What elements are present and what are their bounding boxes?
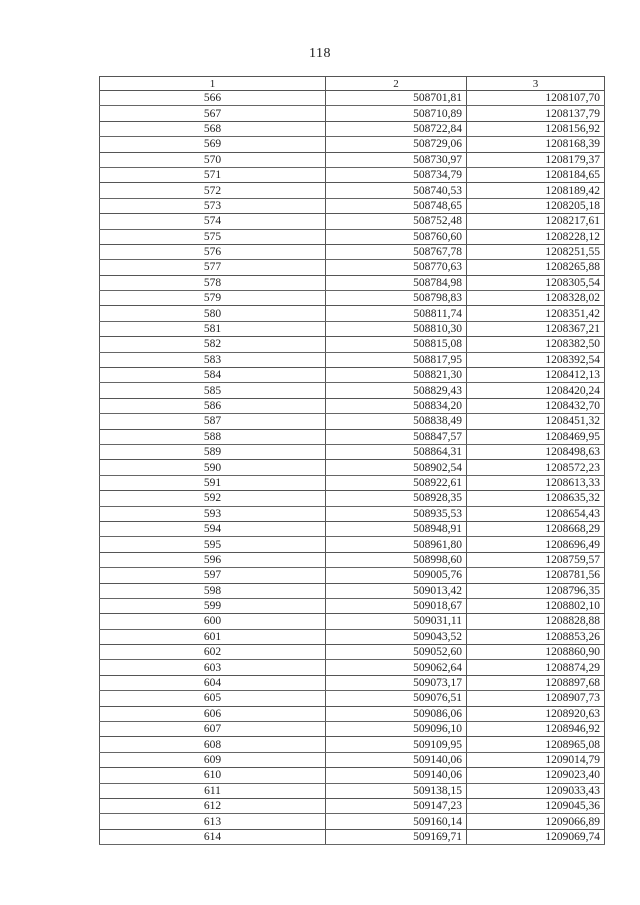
- y-coordinate-cell: 1208654,43: [467, 506, 605, 521]
- point-number-cell: 609: [100, 752, 326, 767]
- point-number-cell: 579: [100, 291, 326, 306]
- table-row: [100, 521, 605, 536]
- column-header-2: 2: [326, 77, 467, 91]
- x-coordinate-cell: 508811,74: [326, 306, 467, 321]
- point-number-cell: 585: [100, 383, 326, 398]
- table-row: [100, 675, 605, 690]
- x-coordinate-cell: 509043,52: [326, 629, 467, 644]
- point-number-cell: 606: [100, 706, 326, 721]
- x-coordinate-cell: 509169,71: [326, 829, 467, 844]
- y-coordinate-cell: 1209069,74: [467, 829, 605, 844]
- x-coordinate-cell: 508922,61: [326, 475, 467, 490]
- y-coordinate-cell: 1208228,12: [467, 229, 605, 244]
- y-coordinate-cell: 1208635,32: [467, 491, 605, 506]
- y-coordinate-cell: 1208759,57: [467, 552, 605, 567]
- point-number-cell: 587: [100, 414, 326, 429]
- x-coordinate-cell: 509086,06: [326, 706, 467, 721]
- x-coordinate-cell: 509062,64: [326, 660, 467, 675]
- y-coordinate-cell: 1208251,55: [467, 244, 605, 259]
- x-coordinate-cell: 508948,91: [326, 521, 467, 536]
- point-number-cell: 597: [100, 568, 326, 583]
- point-number-cell: 576: [100, 244, 326, 259]
- table-row: [100, 244, 605, 259]
- y-coordinate-cell: 1208853,26: [467, 629, 605, 644]
- point-number-cell: 568: [100, 121, 326, 136]
- x-coordinate-cell: 509138,15: [326, 783, 467, 798]
- y-coordinate-cell: 1208168,39: [467, 137, 605, 152]
- table-row: [100, 321, 605, 336]
- table-row: [100, 291, 605, 306]
- x-coordinate-cell: 508784,98: [326, 275, 467, 290]
- table-row: [100, 475, 605, 490]
- table-row: [100, 398, 605, 413]
- x-coordinate-cell: 508748,65: [326, 198, 467, 213]
- x-coordinate-cell: 508701,81: [326, 91, 467, 106]
- table-row: [100, 260, 605, 275]
- coordinates-table: [99, 76, 605, 845]
- x-coordinate-cell: 508770,63: [326, 260, 467, 275]
- y-coordinate-cell: 1208205,18: [467, 198, 605, 213]
- point-number-cell: 583: [100, 352, 326, 367]
- table-row: [100, 583, 605, 598]
- point-number-cell: 614: [100, 829, 326, 844]
- point-number-cell: 572: [100, 183, 326, 198]
- table-row: [100, 506, 605, 521]
- y-coordinate-cell: 1208179,37: [467, 152, 605, 167]
- table-row: [100, 352, 605, 367]
- table-row: [100, 167, 605, 182]
- table-row: [100, 368, 605, 383]
- x-coordinate-cell: 509013,42: [326, 583, 467, 598]
- table-row: [100, 722, 605, 737]
- table-row: [100, 106, 605, 121]
- point-number-cell: 586: [100, 398, 326, 413]
- table-row: [100, 814, 605, 829]
- y-coordinate-cell: 1208184,65: [467, 167, 605, 182]
- table-row: [100, 460, 605, 475]
- table-row: [100, 429, 605, 444]
- point-number-cell: 605: [100, 691, 326, 706]
- y-coordinate-cell: 1209014,79: [467, 752, 605, 767]
- x-coordinate-cell: 509160,14: [326, 814, 467, 829]
- table-row: [100, 444, 605, 459]
- table-header-row: [100, 77, 605, 91]
- point-number-cell: 599: [100, 598, 326, 613]
- table-row: [100, 152, 605, 167]
- point-number-cell: 575: [100, 229, 326, 244]
- x-coordinate-cell: 509140,06: [326, 768, 467, 783]
- x-coordinate-cell: 508740,53: [326, 183, 467, 198]
- point-number-cell: 567: [100, 106, 326, 121]
- point-number-cell: 601: [100, 629, 326, 644]
- x-coordinate-cell: 509005,76: [326, 568, 467, 583]
- x-coordinate-cell: 509147,23: [326, 798, 467, 813]
- point-number-cell: 589: [100, 444, 326, 459]
- x-coordinate-cell: 508798,83: [326, 291, 467, 306]
- y-coordinate-cell: 1208907,73: [467, 691, 605, 706]
- point-number-cell: 607: [100, 722, 326, 737]
- x-coordinate-cell: 508767,78: [326, 244, 467, 259]
- y-coordinate-cell: 1208897,68: [467, 675, 605, 690]
- x-coordinate-cell: 508864,31: [326, 444, 467, 459]
- point-number-cell: 596: [100, 552, 326, 567]
- table-row: [100, 383, 605, 398]
- table-row: [100, 198, 605, 213]
- x-coordinate-cell: 508810,30: [326, 321, 467, 336]
- y-coordinate-cell: 1208572,23: [467, 460, 605, 475]
- y-coordinate-cell: 1209066,89: [467, 814, 605, 829]
- y-coordinate-cell: 1208613,33: [467, 475, 605, 490]
- x-coordinate-cell: 508834,20: [326, 398, 467, 413]
- table-row: [100, 337, 605, 352]
- point-number-cell: 566: [100, 91, 326, 106]
- x-coordinate-cell: 508829,43: [326, 383, 467, 398]
- point-number-cell: 588: [100, 429, 326, 444]
- y-coordinate-cell: 1208328,02: [467, 291, 605, 306]
- table-row: [100, 691, 605, 706]
- point-number-cell: 612: [100, 798, 326, 813]
- y-coordinate-cell: 1208432,70: [467, 398, 605, 413]
- x-coordinate-cell: 509052,60: [326, 645, 467, 660]
- table-row: [100, 752, 605, 767]
- y-coordinate-cell: 1208469,95: [467, 429, 605, 444]
- x-coordinate-cell: 509018,67: [326, 598, 467, 613]
- x-coordinate-cell: 508710,89: [326, 106, 467, 121]
- y-coordinate-cell: 1208965,08: [467, 737, 605, 752]
- point-number-cell: 613: [100, 814, 326, 829]
- y-coordinate-cell: 1208920,63: [467, 706, 605, 721]
- x-coordinate-cell: 508838,49: [326, 414, 467, 429]
- table-body: [100, 91, 605, 845]
- point-number-cell: 590: [100, 460, 326, 475]
- table-row: [100, 91, 605, 106]
- table-row: [100, 737, 605, 752]
- point-number-cell: 571: [100, 167, 326, 182]
- point-number-cell: 582: [100, 337, 326, 352]
- x-coordinate-cell: 508821,30: [326, 368, 467, 383]
- x-coordinate-cell: 508734,79: [326, 167, 467, 182]
- table-row: [100, 568, 605, 583]
- table-row: [100, 706, 605, 721]
- x-coordinate-cell: 509109,95: [326, 737, 467, 752]
- table-row: [100, 414, 605, 429]
- x-coordinate-cell: 508847,57: [326, 429, 467, 444]
- x-coordinate-cell: 509096,10: [326, 722, 467, 737]
- y-coordinate-cell: 1208305,54: [467, 275, 605, 290]
- y-coordinate-cell: 1208796,35: [467, 583, 605, 598]
- table-row: [100, 552, 605, 567]
- y-coordinate-cell: 1208217,61: [467, 214, 605, 229]
- y-coordinate-cell: 1208189,42: [467, 183, 605, 198]
- y-coordinate-cell: 1208412,13: [467, 368, 605, 383]
- table-row: [100, 537, 605, 552]
- point-number-cell: 581: [100, 321, 326, 336]
- page-number: 118: [309, 46, 331, 61]
- y-coordinate-cell: 1208137,79: [467, 106, 605, 121]
- x-coordinate-cell: 508729,06: [326, 137, 467, 152]
- table-row: [100, 798, 605, 813]
- table-row: [100, 491, 605, 506]
- table-row: [100, 645, 605, 660]
- table-row: [100, 598, 605, 613]
- table-row: [100, 660, 605, 675]
- x-coordinate-cell: 508722,84: [326, 121, 467, 136]
- point-number-cell: 570: [100, 152, 326, 167]
- point-number-cell: 595: [100, 537, 326, 552]
- y-coordinate-cell: 1208351,42: [467, 306, 605, 321]
- y-coordinate-cell: 1208107,70: [467, 91, 605, 106]
- y-coordinate-cell: 1208946,92: [467, 722, 605, 737]
- x-coordinate-cell: 509140,06: [326, 752, 467, 767]
- table-row: [100, 229, 605, 244]
- point-number-cell: 569: [100, 137, 326, 152]
- x-coordinate-cell: 509076,51: [326, 691, 467, 706]
- y-coordinate-cell: 1208860,90: [467, 645, 605, 660]
- table-row: [100, 275, 605, 290]
- point-number-cell: 603: [100, 660, 326, 675]
- y-coordinate-cell: 1208420,24: [467, 383, 605, 398]
- y-coordinate-cell: 1208874,29: [467, 660, 605, 675]
- point-number-cell: 592: [100, 491, 326, 506]
- column-header-3: 3: [467, 77, 605, 91]
- y-coordinate-cell: 1208498,63: [467, 444, 605, 459]
- x-coordinate-cell: 509031,11: [326, 614, 467, 629]
- point-number-cell: 584: [100, 368, 326, 383]
- x-coordinate-cell: 508935,53: [326, 506, 467, 521]
- y-coordinate-cell: 1208265,88: [467, 260, 605, 275]
- table-row: [100, 614, 605, 629]
- y-coordinate-cell: 1208668,29: [467, 521, 605, 536]
- x-coordinate-cell: 508752,48: [326, 214, 467, 229]
- table-row: [100, 121, 605, 136]
- y-coordinate-cell: 1208828,88: [467, 614, 605, 629]
- point-number-cell: 573: [100, 198, 326, 213]
- x-coordinate-cell: 508730,97: [326, 152, 467, 167]
- x-coordinate-cell: 508928,35: [326, 491, 467, 506]
- y-coordinate-cell: 1208382,50: [467, 337, 605, 352]
- point-number-cell: 578: [100, 275, 326, 290]
- table-row: [100, 629, 605, 644]
- table-row: [100, 306, 605, 321]
- x-coordinate-cell: 508760,60: [326, 229, 467, 244]
- point-number-cell: 594: [100, 521, 326, 536]
- y-coordinate-cell: 1209045,36: [467, 798, 605, 813]
- x-coordinate-cell: 508817,95: [326, 352, 467, 367]
- y-coordinate-cell: 1208156,92: [467, 121, 605, 136]
- point-number-cell: 598: [100, 583, 326, 598]
- table-row: [100, 137, 605, 152]
- table-row: [100, 783, 605, 798]
- table-row: [100, 183, 605, 198]
- x-coordinate-cell: 508998,60: [326, 552, 467, 567]
- point-number-cell: 602: [100, 645, 326, 660]
- y-coordinate-cell: 1208696,49: [467, 537, 605, 552]
- y-coordinate-cell: 1208392,54: [467, 352, 605, 367]
- point-number-cell: 574: [100, 214, 326, 229]
- table-row: [100, 829, 605, 844]
- point-number-cell: 610: [100, 768, 326, 783]
- x-coordinate-cell: 508815,08: [326, 337, 467, 352]
- point-number-cell: 591: [100, 475, 326, 490]
- y-coordinate-cell: 1209023,40: [467, 768, 605, 783]
- point-number-cell: 593: [100, 506, 326, 521]
- point-number-cell: 600: [100, 614, 326, 629]
- x-coordinate-cell: 509073,17: [326, 675, 467, 690]
- y-coordinate-cell: 1208781,56: [467, 568, 605, 583]
- y-coordinate-cell: 1208451,32: [467, 414, 605, 429]
- point-number-cell: 580: [100, 306, 326, 321]
- table-row: [100, 214, 605, 229]
- y-coordinate-cell: 1209033,43: [467, 783, 605, 798]
- point-number-cell: 611: [100, 783, 326, 798]
- column-header-1: 1: [100, 77, 326, 91]
- table-row: [100, 768, 605, 783]
- y-coordinate-cell: 1208802,10: [467, 598, 605, 613]
- x-coordinate-cell: 508902,54: [326, 460, 467, 475]
- point-number-cell: 604: [100, 675, 326, 690]
- y-coordinate-cell: 1208367,21: [467, 321, 605, 336]
- x-coordinate-cell: 508961,80: [326, 537, 467, 552]
- point-number-cell: 608: [100, 737, 326, 752]
- point-number-cell: 577: [100, 260, 326, 275]
